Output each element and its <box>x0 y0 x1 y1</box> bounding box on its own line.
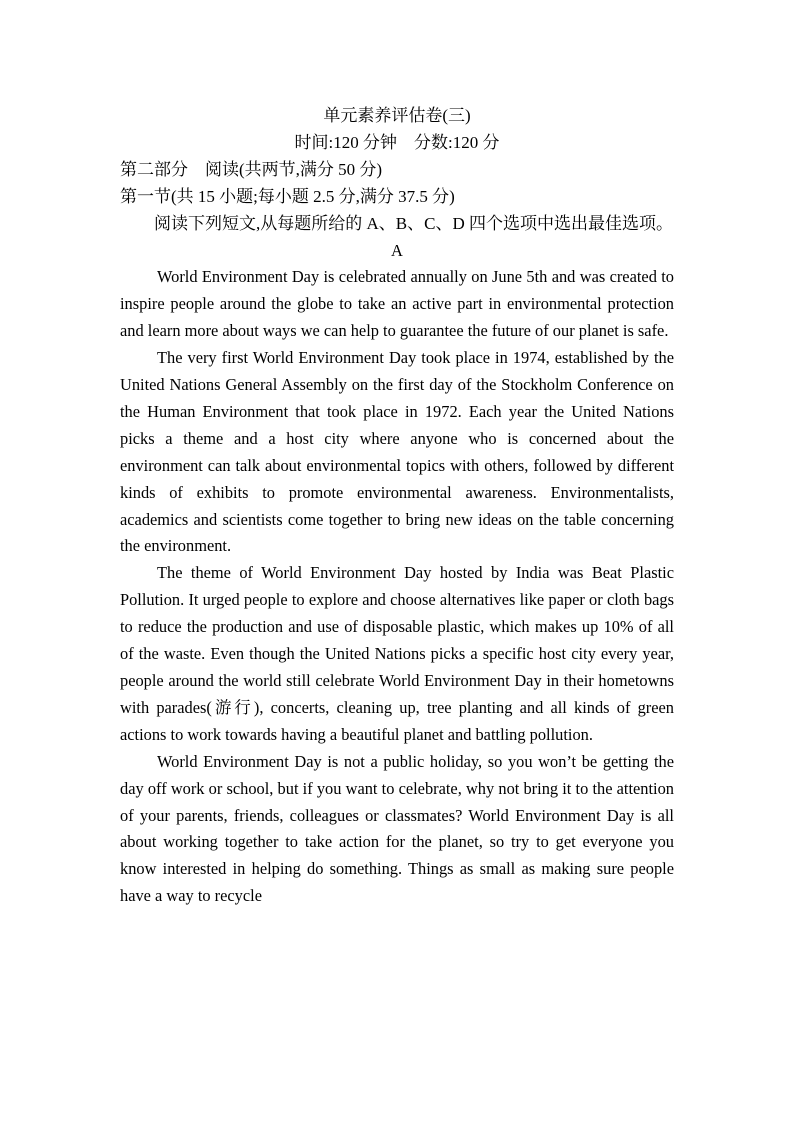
instruction-text: 阅读下列短文,从每题所给的 A、B、C、D 四个选项中选出最佳选项。 <box>154 213 673 233</box>
time-score-line: 时间:120 分钟 分数:120 分 <box>294 132 500 152</box>
passage-paragraph-1: World Environment Day is celebrated annually on June 5th and was created to inspire people around the globe to take an active part in environmental protection and learn more about ways we can help to guarantee the future of our planet is safe. <box>120 267 674 341</box>
part-heading: 第二部分 阅读(共两节,满分 50 分) <box>120 159 383 179</box>
section-heading: 第一节(共 15 小题;每小题 2.5 分,满分 37.5 分) <box>120 186 455 206</box>
passage-paragraph-2: The very first World Environment Day took place in 1974, established by the United Nations General Assembly on the first day of the Stockholm Conference on the Human Environment that took place in 1972. Each year the United Nations picks a theme and a host city where anyone who is concerned about the environment can talk about environmental topics with others, followed by different kinds of exhibits to promote environmental awareness. Environmentalists, academics and scientists come together to bring new ideas on the table concerning the environment. <box>120 348 674 556</box>
page-title: 单元素养评估卷(三) <box>323 106 471 125</box>
passage-label: A <box>391 240 403 260</box>
passage-paragraph-4: World Environment Day is not a public holiday, so you won’t be getting the day off work or school, but if you want to celebrate, why not bring it to the attention of your parents, friends, colleagues or classmates? World Environment Day is all about working together to take action for the planet, so try to get everyone you know interested in helping do something. Things as small as making sure people have a way to recycle <box>120 751 674 906</box>
passage-paragraph-3: The theme of World Environment Day hosted by India was Beat Plastic Pollution. It urged people to explore and choose alternatives like paper or cloth bags to reduce the production and use of disposable plastic, which makes up 10% of all of the waste. Even though the United Nations picks a specific host city every year, people around the world still celebrate World Environment Day in their hometowns with parades(游行), concerts, cleaning up, tree planting and all kinds of green actions to work towards having a beautiful planet and battling pollution. <box>120 563 674 744</box>
document-content <box>120 103 674 910</box>
